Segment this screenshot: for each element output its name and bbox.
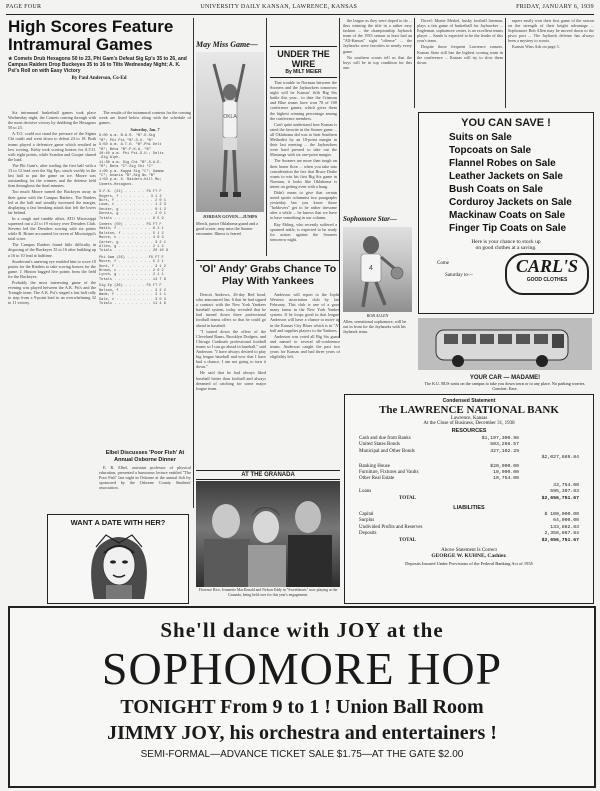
- lead-story-body-col1: Six intramural basketball games took place Wednesday night, the Comets coming through with the most decisive victory by drubbing the Hexagons 50 to 23. A.T.O. could not stand the pressure of the Sigma Chi outfit and went down to defeat 24 to 18. Both teams played a defensive game which resulted in low scoring. Kirby took scoring honors for A.T.O. with eight points, while Scanlon and Cooper shared the load. The Phi Gam's, after trailing the first half with a 13 to 12 lead over the Sig Eps, struck swiftly in the last half to put the game on ice. Moore was outstanding for the winners and the defense held firm throughout the final minutes. Too much Moore turned the Buckeyes away in their game with the Campus Raiders. The Raiders led at the half and steadily increased the margin, displaying a fast breaking attack that left the losers far behind. In a rough and tumble affair, ATO Mississippi squeezed out a 21 to 19 victory over Dreaders Club. Stevens led the Dreaders scoring with six points while B. Briner accounted for seven of Mississippi's total score. The Campus Raiders found little difficulty in disposing of the Buckeyes 35 to 16 after building up a 16 to 10 lead at halftime. Sturdevant's unerring eye enabled him to score 10 points for the Raiders to take scoring honors for the game. J. Hinton bagged five points from the field for the Buckeyes. Probably the most interesting game of the evening was played between the A.K. Psi's and the Triangle team. The A.K. Psi's staged a last half rally to step from a 9-point lead to an overwhelming 32 to 11 victory.: [8, 110, 96, 306]
- photo1-label: JORDAN GOVEN—JUMPS: [202, 214, 258, 219]
- loans-label: Loans: [359, 489, 372, 495]
- liabilities-list: [345, 512, 593, 544]
- other-amount: 10,754.00: [493, 476, 519, 482]
- bank-attest: Above Statement Is Correct: [441, 548, 497, 554]
- photo1-caption: Merch, junior Oklahoma guard and a good scorer, may miss the Sooner encounter. Illness is feared.: [196, 221, 259, 236]
- liability-amount: $ 100,000.00: [544, 512, 579, 518]
- sale-item: Suits on Sale: [449, 132, 512, 143]
- resource-amount: 503,266.57: [490, 442, 519, 448]
- carls-note: [419, 239, 593, 251]
- basketball-player-photo: [196, 52, 264, 212]
- hop-line4: JIMMY JOY, his orchestra and entertainers !: [107, 722, 497, 744]
- photo-feature-may-miss: [196, 40, 264, 256]
- woman-illustration: [76, 529, 162, 601]
- bus-ad-title: YOUR CAR — MADAME!: [469, 375, 541, 381]
- bus-ad-text: The K.U. BUS waits on the campus to take you down town or to any place. No parking worries. Comfort. Ease.: [424, 381, 586, 391]
- lead-deck: ★ Comets Drub Hexagons 50 to 23, Phi Gam's Defeat Sig Ep's 35 to 26, and Campus Raiders Drop Buckeyes 35 to 16 to Tilts Wednesday Night; A. K. Psi's Roll on with Easy Victory: [8, 56, 187, 74]
- under-the-wire-column: UNDER THE WIRE By MILT MEIER That trouble in Norman between the Sooners and the Jayhawkers tomorrow night will be Kansas' fifth Big Six battle this year... to date the Crimson and Blue teams have won 78 of 100 conference games, which gives them the highest winning percentage among the conference members. Can't quite understand how Kansas is rated the favorite in the Sooner game ... all Oklahoma did was to beat Southern Methodist by an 18-point margin in their last meeting ... the Jayhawkers were hard pressed to take out the Mustangs with six one-point margin. The Sooners are more than tough on their home floor ... when you take into consideration the fact that Bruce Drake wants to win his first Big Six game in Norman, it looks like Oklahoma is intent on getting even with a bang. Didn't mean to give that certain noted sports columnist two paragraphs yesterday but you know those "holdovers" get to be rather tiresome after a while ... he knows that we have to have something in our column. Ray Ebling, who recently suffered a sprained ankle, is expected to be ready for action against the Sooners tomorrow night.: [270, 46, 337, 336]
- bank-name: The LAWRENCE NATIONAL BANK: [379, 404, 559, 416]
- total-amount: $2,656,751.67: [541, 495, 579, 501]
- andy-story-body-col2: Anderson will report to the Joplin Western association club by late February. This club is one of a good many farms in the New York Yankee system. If he loops good in that league, Anderson will have a chance to move up in the Kansas City Blues which is in "A" ball and supplies players to the Yankees. Anderson was voted all Big Six guard and named to several all-conference teams. Anderson caught the past two years for Kansas and had three years of eligibility left.: [270, 292, 340, 360]
- bank-statement-ad: [344, 394, 594, 604]
- schedule-title: Saturday, Jan. 7: [130, 127, 160, 133]
- masthead: [6, 4, 594, 15]
- carls-brand-sub: GOOD CLOTHES: [526, 277, 568, 283]
- liability-label: Undivided Profits and Reserves: [359, 524, 423, 530]
- column7-upper-text: rapers easily won their first game of the season on the strength of their height advantage ... Sophomore Bob Allen may be moved down to the pivot post ... The Jayhawk defense has always been a mystery to scouts. Kansas Wins Ads on page 3.: [508, 18, 594, 50]
- granada-title: AT THE GRANADA: [196, 470, 340, 480]
- loans-amount: 595,307.83: [550, 489, 579, 495]
- carls-brand: CARL'S: [515, 256, 579, 276]
- hop-line1: She'll dance with JOY at the: [160, 618, 444, 642]
- carls-sale-list: [419, 131, 593, 235]
- column-rule: [414, 18, 415, 108]
- resource-label: Cash and due from Banks: [359, 436, 411, 441]
- sophomore-player-photo: [343, 227, 412, 312]
- column-rule: [505, 18, 506, 108]
- bus-ad: [418, 318, 592, 391]
- lead-headline: High Scores Feature Intramural Games: [8, 17, 174, 54]
- issue-date: FRIDAY, JANUARY 6, 1939: [516, 4, 594, 10]
- carls-come: Come: [437, 261, 449, 266]
- column6-upper-text: Drivel: Monte Merkel, husky football lineman, plays a fair game of basketball for Jayhawker ... Engleman, sophomore center, is an excellent tennis player ... Sands is expected to be the leader of this year's team. Despite those frequent Lawrence rumors, Kansas State still has the highest scoring team in the conference ... Kansas will try to slow them down.: [417, 18, 503, 65]
- carls-ad-title: YOU CAN SAVE !: [461, 117, 551, 129]
- date-ad-title: WANT A DATE WITH HER?: [70, 518, 166, 527]
- hop-line2: SOPHOMORE HOP: [101, 643, 503, 694]
- other-total: 33,754.00: [553, 482, 579, 488]
- svg-text:4: 4: [369, 265, 373, 272]
- bank-cashier: GEORGE W. KUHNE, Cashier.: [431, 553, 507, 560]
- column-title: UNDER THE WIRE: [277, 49, 330, 69]
- bank-insured: Deposits Insured Under Provisions of the Federal Banking Act of 1935: [405, 561, 533, 567]
- column-byline: By MILT MEIER: [285, 69, 322, 75]
- column-rule: [266, 18, 267, 256]
- resources-subtotal: $2,027,689.84: [541, 455, 579, 461]
- andy-story-body-col1: Detroit Andrews, 26-day Red head, who announced Jan. 6 that he had signed a contract with the New York Yankees baseball system, today revealed that he had turned down three professional football teams offers so that he could go ahead in baseball. "I turned down the offers of the Cleveland Rams, Brooklyn Dodgers, and Chicago Cardinals professional football teams so I can go ahead in baseball," said Anderson. "I have always desired to play big league baseball and now that I have had a chance, I am not going to turn it down." He said that he had always liked baseball better than football and always dreamed of catching for some major league team.: [196, 292, 266, 391]
- want-a-date-ad: [47, 514, 189, 604]
- other-amount: $20,000.00: [490, 463, 519, 469]
- svg-text:OKLA: OKLA: [223, 114, 237, 120]
- granada-caption: Florence Rice, Jeannette MacDonald and Nelson Eddy in "Sweethearts" now playing at the Granada, being held over for this year's engagement.: [198, 588, 338, 597]
- liability-label: Surplus: [359, 518, 375, 524]
- resource-label: Municipal and Other Bonds: [359, 448, 415, 454]
- sophomore-star-label: BOB ALLEN: [366, 313, 389, 318]
- other-label: Furniture, Fixtures and Vaults: [359, 470, 419, 476]
- liabilities-title: LIABILITIES: [453, 505, 485, 512]
- sophomore-hop-ad: [8, 606, 596, 788]
- carls-note-line1: Here is your chance to stock up: [471, 239, 541, 245]
- elbel-headline: Elbel Discusses 'Poor Fish' At Annual Osborne Dinner: [105, 450, 185, 463]
- resource-label: United States Bonds: [359, 442, 400, 448]
- lead-byline: By Paul Anderson, Co-Ed: [71, 76, 127, 81]
- sale-item: Corduroy Jackets on Sale: [449, 197, 572, 208]
- sophomore-star-photo-block: [343, 215, 412, 340]
- column-rule: [193, 18, 194, 508]
- hop-line3: TONIGHT From 9 to 1 ! Union Ball Room: [120, 696, 484, 718]
- bank-city: Lawrence, Kansas: [450, 416, 488, 421]
- lead-story-header: [8, 18, 190, 110]
- carls-logo: [505, 253, 589, 295]
- photo1-title: May Miss Game—: [196, 40, 258, 49]
- paper-name: UNIVERSITY DAILY KANSAN, LAWRENCE, KANSAS: [200, 4, 358, 10]
- schedule-table: 9:00 a.m. B.A.R. "B"-K.Sig "B"; Phi Psi "B"-D.U. "B" 9:50 a.m. A.T.O. "B"-Phi Delt "B"; Beta "B"-P.K.A. "B" 10:40 a.m. Phi Psi-D.U.; Delts -Sig Alph. 11:30 a.m. Sig Chi "B"-S.A.E. "B"; Beta "C"-Sig Chi "C" 1:00 p.m. Kappa Sig "C"; Gamma "C"; Acacia "B"-Sig Nu "B" 1:50 p.m. X. Raiders-Hill Mu; Comets-Hexagons. G.F.K. (21) . . . . . FG FT F Rogers, f . . . . . . . 3 1 2 Burt, f . . . . . . . . . 2 0 1 Lowe, c . . . . . . . . . 1 2 3 Deuter, g . . . . . . . . 0 1 2 Dennis, g . . . . . . . . 2 0 1 Totals . . . . . . . . . 8 5 9 Comets (50) . . . . . FG FT F Smith, f . . . . . . . . 6 2 1 Ralston, f . . . . . . . 5 1 2 Moore, c . . . . . . . . 4 0 3 Carter, g . . . . . . . . 3 2 1 Allen, g . . . . . . . . 2 1 2 Totals . . . . . . . . . 20 10 9 Phi Gam (35) . . . . . FG FT F Moore, f . . . . . . . . 5 2 1 Hunt, f . . . . . . . . . 3 1 2 Brown, c . . . . . . . . 2 0 2 Lynch, g . . . . . . . . 2 1 1 Totals . . . . . . . . . 14 7 8 Sig Ep (26) . . . . . FG FT F Nelson, f . . . . . . . . 3 2 2 Wade, f . . . . . . . . . 2 1 1 Dale, c . . . . . . . . . 3 0 3 Totals . . . . . . . . . 11 4 9: [99, 134, 169, 306]
- granada-block: [196, 470, 340, 602]
- liability-label: Capital: [359, 512, 374, 518]
- resource-amount: 327,102.29: [490, 448, 519, 454]
- andy-headline: 'Ol' Andy' Grabs Chance To Play With Yankees: [199, 263, 337, 287]
- elbel-story: Elbel Discusses 'Poor Fish' At Annual Osborne Dinner E. R. Elbel, assistant professor of physical education, presented a humorous lecture entitled "The Poor Fish" last night in Osborne at the annual fish fry sponsored by the Osborne County Students' association.: [99, 450, 191, 491]
- resources-list: [345, 436, 593, 502]
- column5-upper-text: the league as they were doped to do ... thus winning the title in a rather easy fashion ... the championship Jayhawk team of the 1933 season at least had an "All-Kansas" sight "offense" ... the Jayhawks were favorites in nearly every game. No southern scouts tell us that the boys will be in top condition for this one.: [343, 18, 412, 70]
- liab-total-amount: $2,656,751.67: [541, 537, 579, 543]
- liab-total-label: TOTAL: [399, 537, 417, 543]
- other-label: Other Real Estate: [359, 476, 395, 482]
- hop-line5: SEMI-FORMAL—ADVANCE TICKET SALE $1.75—AT THE GATE $2.00: [140, 749, 464, 760]
- resources-title: RESOURCES: [451, 428, 487, 434]
- other-label: Banking House: [359, 463, 390, 469]
- other-amount: 10,000.00: [493, 470, 519, 476]
- granada-movie-still: [196, 481, 340, 587]
- liability-amount: 133,882.83: [550, 524, 579, 530]
- bank-condensed: Condensed Statement: [442, 398, 496, 404]
- lead-story-body-col2: The results of the intramural contests for the coming week are listed below along with the schedule of games. Saturday, Jan. 7 9:00 a.m. B.A.R. "B"-K.Sig "B"; Phi Psi "B"-D.U. "B" 9:50 a.m. A.T.O. "B"-Phi Delt "B"; Beta "B"-P.K.A. "B" 10:40 a.m. Phi Psi-D.U.; Delts -Sig Alph. 11:30 a.m. Sig Chi "B"-S.A.E. "B"; Beta "C"-Sig Chi "C" 1:00 p.m. Kappa Sig "C"; Gamma "C"; Acacia "B"-Sig Nu "B" 1:50 p.m. X. Raiders-Hill Mu; Comets-Hexagons. G.F.K. (21) . . . . . FG FT F Rogers, f . . . . . . . 3 1 2 Burt, f . . . . . . . . . 2 0 1 Lowe, c . . . . . . . . . 1 2 3 Deuter, g . . . . . . . . 0 1 2 Dennis, g . . . . . . . . 2 0 1 Totals . . . . . . . . . 8 5 9 Comets (50) . . . . . FG FT F Smith, f . . . . . . . . 6 2 1 Ralston, f . . . . . . . 5 1 2 Moore, c . . . . . . . . 4 0 3 Carter, g . . . . . . . . 3 2 1 Allen, g . . . . . . . . 2 1 2 Totals . . . . . . . . . 20 10 9 Phi Gam (35) . . . . . FG FT F Moore, f . . . . . . . . 5 2 1 Hunt, f . . . . . . . . . 3 1 2 Brown, c . . . . . . . . 2 0 2 Lynch, g . . . . . . . . 2 1 1 Totals . . . . . . . . . 14 7 8 Sig Ep (26) . . . . . FG FT F Nelson, f . . . . . . . . 3 2 2 Wade, f . . . . . . . . . 2 1 1 Dale, c . . . . . . . . . 3 0 3 Totals . . . . . . . . . 11 4 9: [99, 110, 191, 306]
- sophomore-star-title: Sophomore Star—: [343, 215, 397, 223]
- andy-story-header: [196, 260, 340, 291]
- bank-close: At the Close of Business, December 31, 1938: [423, 421, 515, 426]
- liability-amount: 64,000.00: [553, 518, 579, 524]
- total-label: TOTAL: [399, 495, 417, 501]
- carls-note-line2: on good clothes at a saving.: [475, 245, 537, 251]
- carls-clothing-ad: [418, 112, 594, 314]
- sale-item: Flannel Robes on Sale: [449, 158, 556, 169]
- sale-item: Bush Coats on Sale: [449, 184, 543, 195]
- sale-item: Finger Tip Coats on Sale: [449, 223, 567, 234]
- page-number: PAGE FOUR: [6, 4, 42, 10]
- liability-label: Deposits: [359, 531, 377, 537]
- sophomore-star-caption: Allen, sensational sophomore, will be out in front for the Jayhawks with his Jayhawk team.: [343, 319, 407, 334]
- sale-item: Topcoats on Sale: [449, 145, 532, 156]
- resource-amount: $1,197,300.98: [481, 436, 519, 441]
- sale-item: Mackinaw Coats on Sale: [449, 210, 566, 221]
- sale-item: Leather Jackets on Sale: [449, 171, 563, 182]
- carls-saturday: Saturday to—: [445, 273, 473, 278]
- liability-amount: 2,358,867.84: [544, 531, 579, 537]
- bus-illustration: [418, 318, 592, 370]
